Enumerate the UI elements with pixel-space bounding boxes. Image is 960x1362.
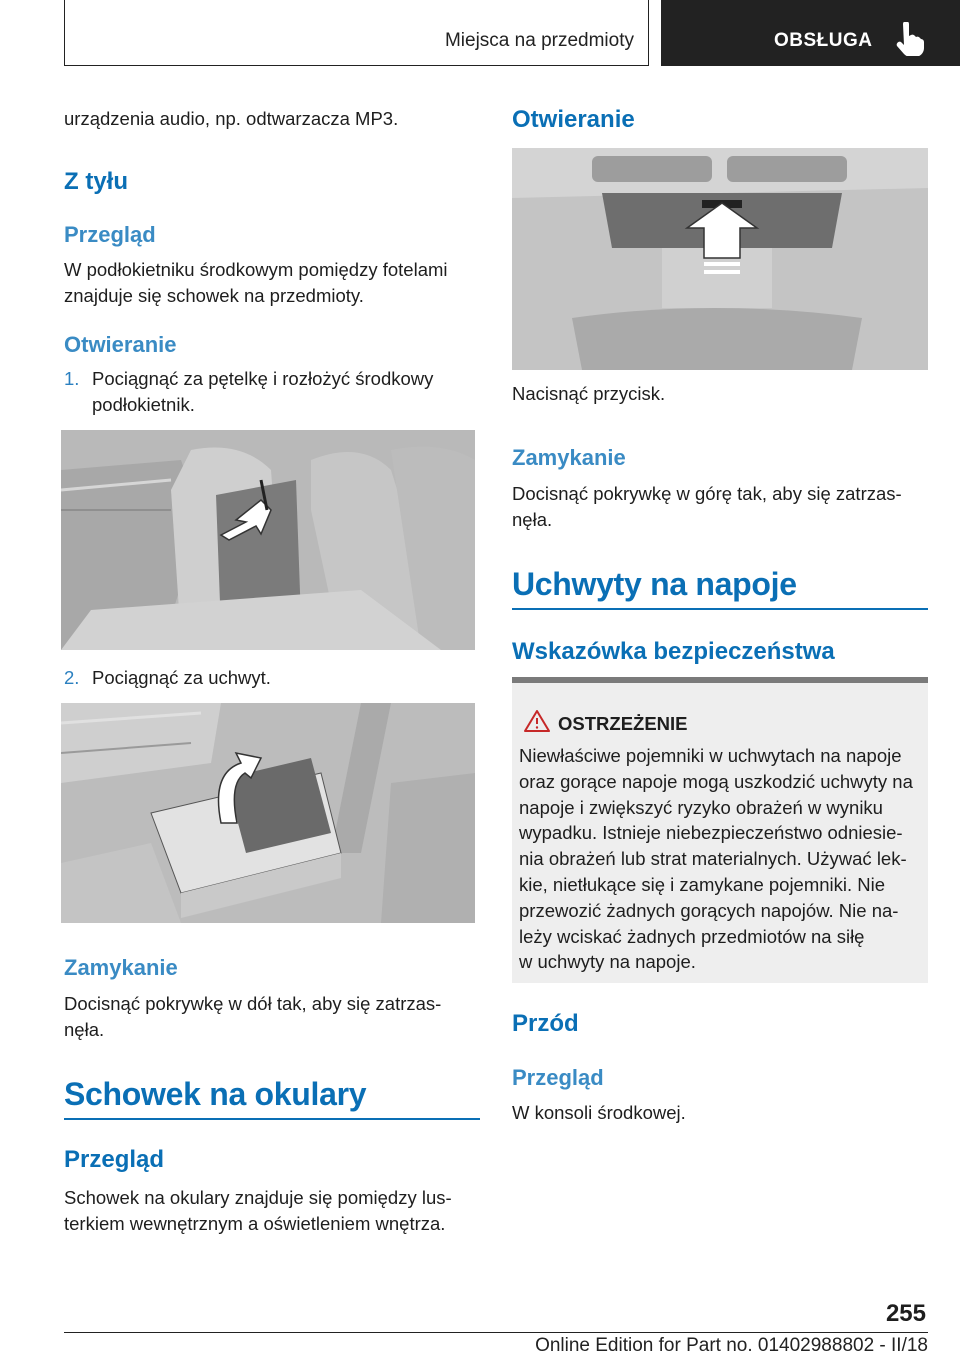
heading-safety-note: Wskazówka bezpieczeństwa	[512, 638, 835, 665]
header-section-box	[64, 0, 649, 66]
warning-line: w uchwyty na napoje.	[519, 951, 696, 973]
closing-glasses-line1: Docisnąć pokrywkę w górę tak, aby się zatrzas‐	[512, 483, 902, 504]
glasses-text-line2: terkiem wewnętrznym a oświetleniem wnętrza.	[64, 1213, 446, 1234]
warning-line: Niewłaściwe pojemniki w uchwytach na napoje	[519, 745, 902, 766]
page-number: 255	[885, 1300, 926, 1327]
warning-line: leży wciskać żadnych przedmiotów na siłę	[519, 925, 865, 947]
heading-front: Przód	[512, 1010, 579, 1037]
section-rule	[64, 1118, 480, 1120]
section-rule	[512, 608, 928, 610]
glasses-compartment-photo	[512, 148, 928, 370]
closing-text-line1: Docisnąć pokrywkę w dół tak, aby się zatrzas‐	[64, 993, 442, 1014]
front-text: W konsoli środkowej.	[512, 1102, 686, 1123]
chapter-label: OBSŁUGA	[774, 30, 873, 51]
warning-title: OSTRZEŻENIE	[558, 713, 688, 734]
heading-opening-rear: Otwieranie	[64, 332, 177, 357]
overview-text-line1: W podłokietniku środkowym pomiędzy fotelami	[64, 259, 448, 280]
heading-overview-front: Przegląd	[512, 1065, 604, 1090]
warning-box	[512, 677, 928, 983]
heading-closing-glasses: Zamykanie	[512, 445, 626, 470]
heading-closing-rear: Zamykanie	[64, 955, 178, 980]
edition-text: Online Edition for Part no. 01402988802 - II/18	[535, 1335, 928, 1356]
warning-line: oraz gorące napoje mogą uszkodzić uchwyty na	[519, 770, 913, 792]
step-1	[64, 366, 480, 418]
step-number: 2.	[64, 667, 80, 688]
footer-rule	[64, 1332, 928, 1333]
warning-text	[519, 743, 923, 975]
overview-text-line2: znajduje się schowek na przedmioty.	[64, 285, 364, 306]
glasses-text-line1: Schowek na okulary znajduje się pomiędzy lus‐	[64, 1187, 452, 1208]
step-number: 1.	[64, 368, 80, 389]
pointing-hand-icon	[894, 22, 924, 56]
step-2	[64, 665, 480, 691]
heading-cupholders: Uchwyty na napoje	[512, 566, 797, 602]
header-chapter-box	[661, 0, 960, 66]
warning-line: przewozić żadnych gorących napojów. Nie na‐	[519, 899, 899, 921]
heading-opening-glasses: Otwieranie	[512, 106, 635, 133]
heading-rear: Z tyłu	[64, 168, 128, 195]
section-title: Miejsca na przedmioty	[444, 30, 634, 51]
warning-line: kie, nietłukące się i zamykane pojemniki. Nie	[519, 873, 886, 895]
press-button-text: Nacisnąć przycisk.	[512, 383, 666, 404]
heading-overview-glasses: Przegląd	[64, 1146, 165, 1173]
closing-glasses-line2: nęła.	[512, 509, 553, 530]
warning-line: nia obrażeń lub strat materialnych. Używać lek‐	[519, 848, 907, 870]
step-text: Pociągnąć za uchwyt.	[92, 667, 271, 688]
armrest-handle-photo	[61, 703, 475, 923]
heading-glasses-compartment: Schowek na okulary	[64, 1076, 367, 1112]
warning-triangle-icon	[524, 709, 550, 733]
warning-line: wypadku. Istnieje niebezpieczeństwo odniesie‐	[519, 822, 903, 844]
armrest-photo	[61, 430, 475, 650]
step-text-line2: podłokietnik.	[92, 394, 195, 415]
warning-line: napoje i zwiększyć ryzyko obrażeń w wyniku	[519, 796, 883, 818]
heading-overview-rear: Przegląd	[64, 222, 156, 247]
closing-text-line2: nęła.	[64, 1019, 105, 1040]
step-text-line1: Pociągnąć za pętelkę i rozłożyć środkowy	[92, 368, 434, 389]
intro-text: urządzenia audio, np. odtwarzacza MP3.	[64, 108, 399, 129]
